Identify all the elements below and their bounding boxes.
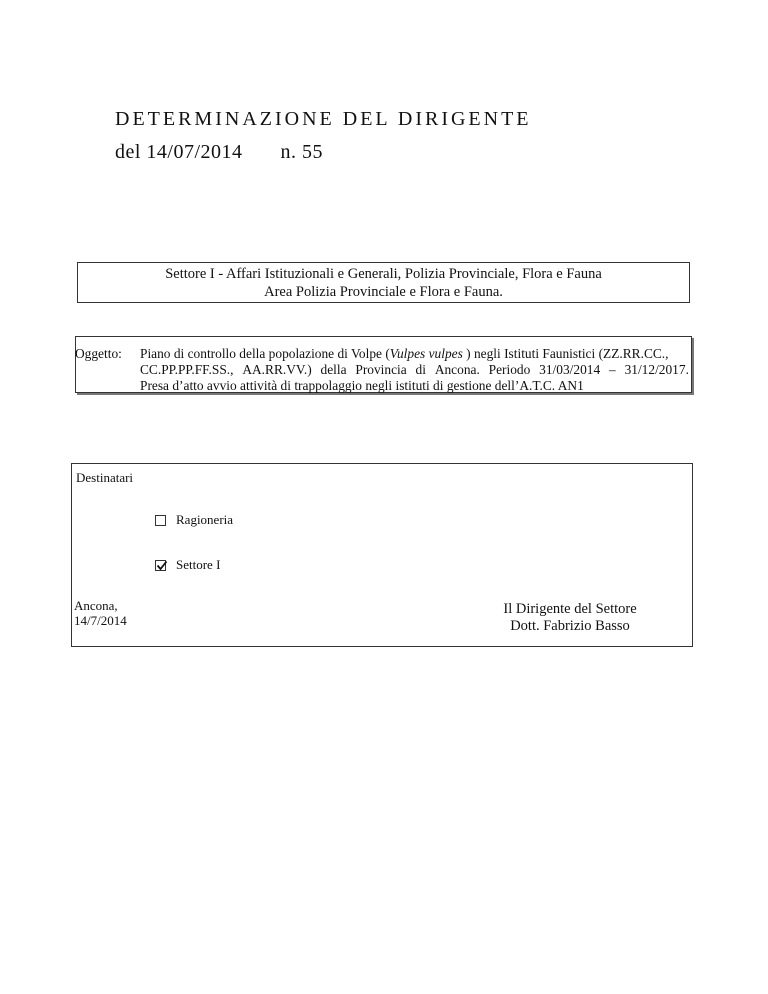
settore-line-1: Settore I - Affari Istituzionali e Generali, Polizia Provinciale, Flora e Fauna: [165, 266, 602, 282]
settore-line-2: Area Polizia Provinciale e Flora e Fauna.: [264, 284, 503, 300]
settore-checkbox[interactable]: [155, 560, 166, 571]
oggetto-line-2: [140, 362, 689, 378]
signer-title: Il Dirigente del Settore: [503, 601, 637, 617]
oggetto-line-2-word: –: [609, 362, 616, 377]
document-title: DETERMINAZIONE DEL DIRIGENTE: [115, 108, 532, 130]
oggetto-line-2-word: Ancona.: [434, 362, 480, 377]
place: Ancona,: [74, 598, 118, 613]
oggetto-row-2: [76, 362, 691, 378]
oggetto-line-2-word: AA.RR.VV.): [242, 362, 312, 377]
oggetto-line-1-after: ) negli Istituti Faunistici (ZZ.RR.CC.,: [462, 346, 669, 361]
destinatari-box: [71, 463, 693, 647]
destinatario-settore: [155, 557, 220, 573]
oggetto-line-2-word: Periodo: [488, 362, 531, 377]
oggetto-line-2-word: Provincia: [355, 362, 407, 377]
oggetto-line-2-word: 31/12/2017.: [624, 362, 689, 377]
oggetto-row-1: [76, 346, 691, 362]
oggetto-line-2-word: della: [320, 362, 347, 377]
oggetto-line-3: Presa d’atto avvio attività di trappolaggio negli istituti di gestione dell’A.T.C. AN1: [140, 378, 584, 393]
signer-name: Dott. Fabrizio Basso: [510, 618, 630, 634]
signature-date: 14/7/2014: [74, 613, 127, 628]
document-number: n. 55: [280, 141, 324, 163]
signature-block: [495, 601, 645, 635]
oggetto-line-2-word: CC.PP.PP.FF.SS.,: [140, 362, 234, 377]
destinatario-ragioneria: [155, 512, 233, 528]
oggetto-species: Vulpes vulpes: [389, 346, 463, 361]
ragioneria-checkbox[interactable]: [155, 515, 166, 526]
oggetto-line-1-before: Piano di controllo della popolazione di Volpe (: [140, 346, 390, 361]
settore-label: Settore I: [176, 557, 221, 572]
oggetto-line-2-word: 31/03/2014: [539, 362, 601, 377]
checkmark-icon: [156, 560, 168, 572]
document-date: del 14/07/2014: [115, 141, 243, 163]
date-line: [115, 141, 323, 164]
oggetto-box: [75, 336, 692, 393]
settore-box: [77, 262, 690, 303]
place-date: [74, 598, 127, 628]
oggetto-label: Oggetto:: [75, 346, 122, 361]
oggetto-line-2-word: di: [415, 362, 426, 377]
ragioneria-label: Ragioneria: [176, 512, 234, 527]
destinatari-label: Destinatari: [76, 470, 134, 485]
